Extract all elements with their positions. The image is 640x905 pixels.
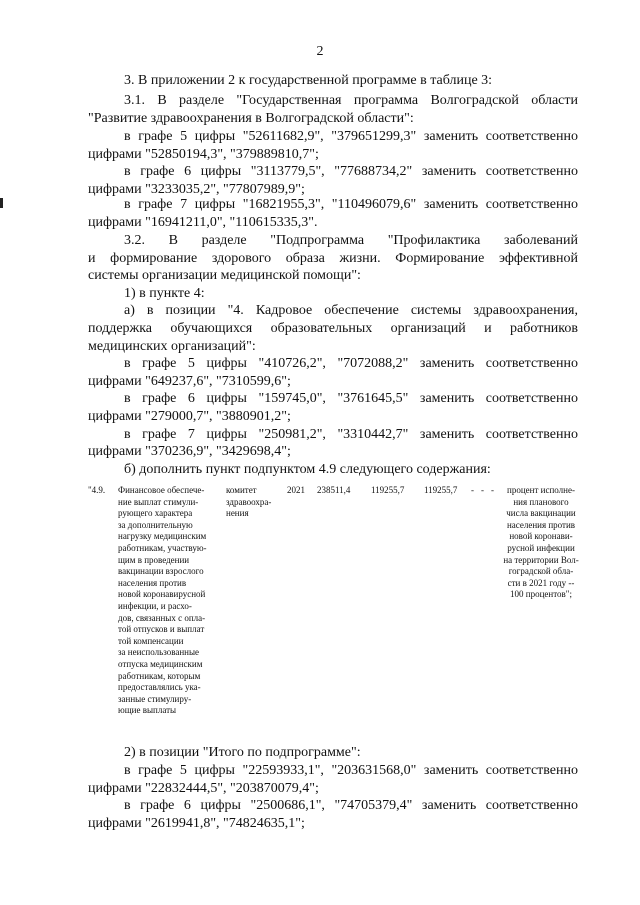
total-graph6-line-2: цифрами "2619941,8", "74824635,1"; xyxy=(88,816,305,831)
sub-graph6-line-1: в графе 6 цифры "159745,0", "3761645,5" заменить соответственно xyxy=(124,391,578,406)
margin-mark xyxy=(0,198,3,208)
item-a-line-2: поддержка обучающихся образовательных организаций и работников xyxy=(88,321,578,336)
p6-word: заболеваний xyxy=(503,233,578,248)
p6-word: В xyxy=(168,233,178,248)
sub-graph5-line-2: цифрами "649237,6", "7310599,6"; xyxy=(88,374,291,389)
graph5-change-line-1: в графе 5 цифры "52611682,9", "379651299,3" заменить соответственно xyxy=(124,129,578,144)
sub-graph5-line-1: в графе 5 цифры "410726,2", "7072088,2" заменить соответственно xyxy=(124,356,578,371)
sub-graph7-line-1: в графе 7 цифры "250981,2", "3310442,7" заменить соответственно xyxy=(124,427,578,442)
sub-graph6-line-2: цифрами "279000,7", "3880901,2"; xyxy=(88,409,291,424)
federal-amount: 119255,7 xyxy=(371,485,405,495)
total-graph5-line-1: в графе 5 цифры "22593933,1", "203631568,0" заменить соответственно xyxy=(124,763,578,778)
page-number: 2 xyxy=(316,44,324,59)
inserted-table-row xyxy=(0,485,640,735)
p6-word: 3.2. xyxy=(124,233,145,248)
item-1: 1) в пункте 4: xyxy=(124,286,205,301)
item-2: 2) в позиции "Итого по подпрограмме": xyxy=(124,745,361,760)
sub-graph7-line-2: цифрами "370236,9", "3429698,4"; xyxy=(88,444,291,459)
total-graph6-line-1: в графе 6 цифры "2500686,1", "74705379,4" заменить соответственно xyxy=(124,798,578,813)
row-number: "4.9. xyxy=(88,485,106,495)
paragraph-3-1-line-2: "Развитие здравоохранения в Волгоградской области": xyxy=(88,111,414,126)
paragraph-3-2-line-3: системы организации медицинской помощи": xyxy=(88,268,361,283)
paragraph-3-1-line-1: 3.1. В разделе "Государственная программа Волгоградской области xyxy=(124,93,578,108)
p6-word: разделе xyxy=(201,233,247,248)
item-b: б) дополнить пункт подпунктом 4.9 следующего содержания: xyxy=(124,462,491,477)
executor: комитет здравоохра- нения xyxy=(226,485,272,519)
item-a-line-3: медицинских организаций": xyxy=(88,339,256,354)
expected-result: процент исполне- ния планового числа вакцинации населения против новой коронави- русной инфекции на территории Вол- гоградской обла- сти в 2021 году -- 100 процентов"; xyxy=(503,485,579,600)
dash-cell: - xyxy=(481,485,484,495)
graph6-change-line-2: цифрами "3233035,2", "77807989,9"; xyxy=(88,182,305,197)
dash-cell: - xyxy=(471,485,474,495)
total-graph5-line-2: цифрами "22832444,5", "203870079,4"; xyxy=(88,781,319,796)
item-a-line-1: а) в позиции "4. Кадровое обеспечение системы здравоохранения, xyxy=(124,303,578,318)
year: 2021 xyxy=(287,485,305,495)
p6-word: "Профилактика xyxy=(387,233,481,248)
graph6-change-line-1: в графе 6 цифры "3113779,5", "77688734,2" заменить соответственно xyxy=(124,164,578,179)
graph7-change-line-2: цифрами "16941211,0", "110615335,3". xyxy=(88,215,318,230)
graph5-change-line-2: цифрами "52850194,3", "379889810,7"; xyxy=(88,147,319,162)
paragraph-3-2-line-1 xyxy=(124,232,578,250)
regional-amount: 119255,7 xyxy=(424,485,458,495)
dash-cell: - xyxy=(491,485,494,495)
total-amount: 238511,4 xyxy=(317,485,351,495)
paragraph-3-2-line-2: и формирование здорового образа жизни. Формирование эффективной xyxy=(88,251,578,266)
graph7-change-line-1: в графе 7 цифры "16821955,3", "110496079,6" заменить соответственно xyxy=(124,197,578,212)
p6-word: "Подпрограмма xyxy=(270,233,365,248)
measure-description: Финансовое обеспече- ние выплат стимули- рующего характера за дополнительную нагрузку медицинским работникам, участвую- щим в проведении вакцинации взрослого населения против новой коронавирусной инфекции, и расхо- дов, связанных с опла- той отпусков и выплат той компенсации за неиспользованные отпуска медицинским работникам, которым предоставлялись ука- занные стимулиру- ющие выплаты xyxy=(118,485,207,716)
paragraph-3: 3. В приложении 2 к государственной программе в таблице 3: xyxy=(124,73,493,88)
